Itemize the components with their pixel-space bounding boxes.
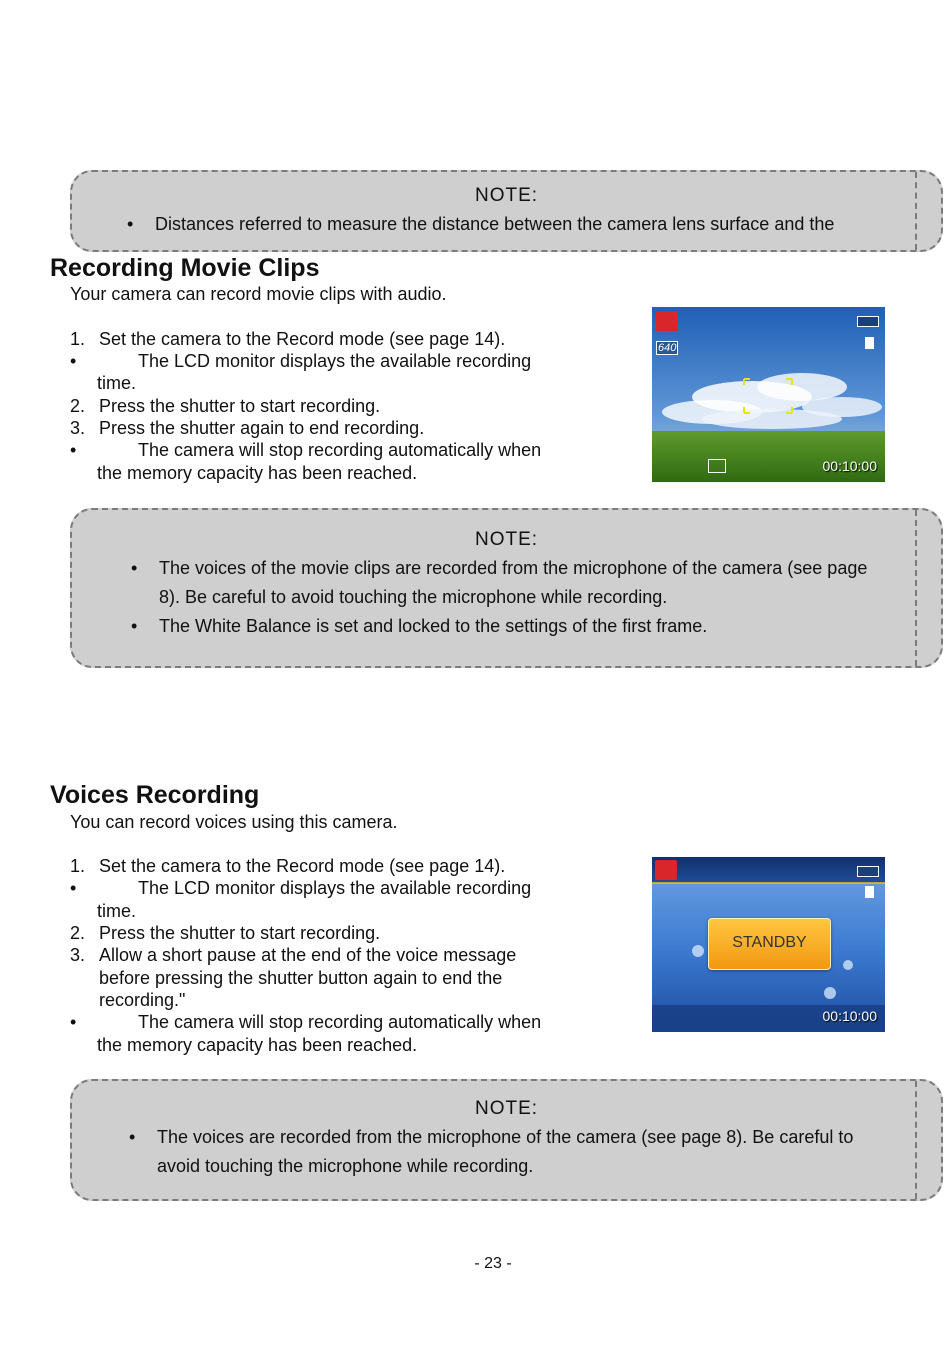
step-text: recording." — [99, 990, 186, 1010]
step-text: the memory capacity has been reached. — [97, 463, 418, 483]
note-text: 8). Be careful to avoid touching the microphone while recording. — [159, 587, 668, 607]
bullet-icon: • — [70, 440, 77, 460]
bullet-icon: • — [131, 616, 138, 636]
note-box-voice — [70, 1079, 943, 1201]
step-text: the memory capacity has been reached. — [97, 1035, 418, 1055]
bullet-icon: • — [129, 1127, 136, 1147]
note-text: The White Balance is set and locked to the settings of the first frame. — [159, 616, 708, 636]
step-marker: 3. — [70, 945, 86, 965]
note-text: avoid touching the microphone while recording. — [157, 1156, 534, 1176]
memory-card-icon — [865, 886, 874, 898]
step-text: Allow a short pause at the end of the voice message — [99, 945, 517, 965]
note-title: NOTE: — [474, 1098, 539, 1119]
step-marker: 1. — [70, 329, 86, 349]
page-number: - 23 - — [474, 1255, 512, 1272]
lcd-voice-mode-screenshot — [652, 857, 885, 1032]
bullet-icon: • — [70, 351, 77, 371]
lcd-movie-scene — [652, 307, 885, 482]
note-title: NOTE: — [474, 529, 539, 550]
step-text: before pressing the shutter button again to end the — [99, 968, 503, 988]
video-mode-icon — [656, 311, 678, 331]
standby-label: STANDBY — [732, 934, 807, 951]
note-title: NOTE: — [474, 185, 539, 206]
note-box-movie — [70, 508, 943, 668]
section-heading-voice: Voices Recording — [50, 781, 260, 809]
step-text: Set the camera to the Record mode (see page 14). — [99, 856, 506, 876]
stabilizer-icon — [708, 459, 726, 473]
bullet-icon: • — [131, 558, 138, 578]
microphone-icon — [655, 860, 677, 880]
bullet-icon: • — [127, 214, 134, 234]
section-intro-movie: Your camera can record movie clips with audio. — [70, 284, 447, 304]
note-text: The voices of the movie clips are recorded from the microphone of the camera (see page — [159, 558, 868, 578]
resolution-badge: 640 — [658, 342, 677, 354]
recording-time: 00:10:00 — [822, 458, 877, 474]
note-box-distances — [70, 170, 943, 252]
lcd-movie-mode-screenshot — [652, 307, 885, 482]
step-text: Press the shutter again to end recording. — [99, 418, 425, 438]
step-marker: 1. — [70, 856, 86, 876]
note-text: Distances referred to measure the distance between the camera lens surface and the — [155, 214, 835, 234]
step-text: Press the shutter to start recording. — [99, 923, 381, 943]
step-text: The LCD monitor displays the available recording — [138, 351, 532, 371]
step-text: time. — [97, 901, 137, 921]
step-text: The camera will stop recording automatically when — [138, 440, 542, 460]
step-text: Set the camera to the Record mode (see page 14). — [99, 329, 506, 349]
step-text: Press the shutter to start recording. — [99, 396, 381, 416]
section-heading-movie: Recording Movie Clips — [50, 254, 320, 282]
step-marker: 2. — [70, 396, 86, 416]
step-marker: 2. — [70, 923, 86, 943]
battery-icon — [857, 866, 879, 877]
step-text: The camera will stop recording automatically when — [138, 1012, 542, 1032]
step-marker: 3. — [70, 418, 86, 438]
bullet-icon: • — [70, 878, 77, 898]
step-text: time. — [97, 373, 137, 393]
standby-status-box — [708, 918, 831, 970]
bullet-icon: • — [70, 1012, 77, 1032]
memory-card-icon — [865, 337, 874, 349]
recording-time: 00:10:00 — [822, 1008, 877, 1024]
note-text: The voices are recorded from the microphone of the camera (see page 8). Be careful to — [157, 1127, 854, 1147]
section-intro-voice: You can record voices using this camera. — [70, 812, 398, 832]
battery-icon — [857, 316, 879, 327]
step-text: The LCD monitor displays the available recording — [138, 878, 532, 898]
